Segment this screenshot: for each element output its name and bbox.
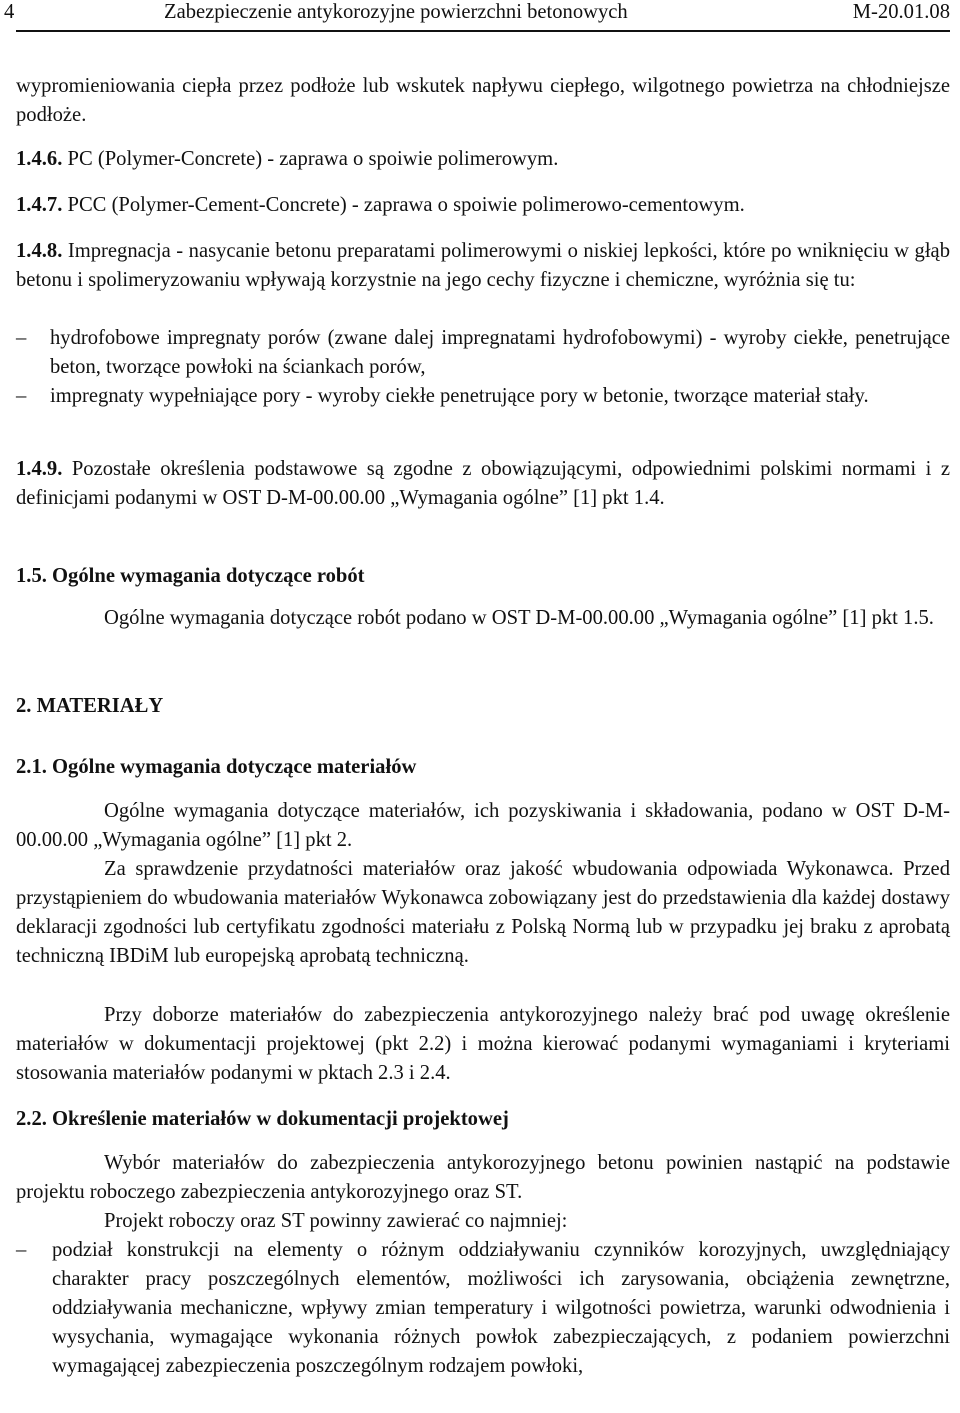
definition-1-4-6 [16, 145, 950, 174]
definition-1-4-8 [16, 237, 950, 295]
section-number: 1.4.9. [16, 458, 63, 480]
paragraph-2-1-c: Przy doborze materiałów do zabezpieczenia antykorozyjnego należy brać pod uwagę określenie materiałów w dokumentacji projektowej (pkt 2.2) i można kierować podanymi wymaganiami i kryteriami stosowania materiałów podanymi w pktach 2.3 i 2.4. [16, 1004, 950, 1084]
list-item-text: impregnaty wypełniające pory - wyroby ciekłe penetrujące pory w betonie, tworzące materiał stały. [50, 385, 869, 407]
page-header [4, 0, 950, 32]
header-code: M-20.01.08 [852, 1, 950, 23]
definition-text: PCC (Polymer-Cement-Concrete) - zaprawa o spoiwie polimerowo-cementowym. [62, 194, 745, 216]
definition-text: PC (Polymer-Concrete) - zaprawa o spoiwie polimerowym. [62, 148, 559, 170]
definition-1-4-7 [16, 191, 950, 220]
definition-1-4-9 [16, 455, 950, 513]
dash-bullet: – [16, 1239, 27, 1261]
heading-2: 2. MATERIAŁY [16, 695, 164, 717]
header-title: Zabezpieczenie antykorozyjne powierzchni betonowych [164, 1, 628, 23]
dash-bullet: – [16, 327, 27, 349]
paragraph-2-2-b: Projekt roboczy oraz ST powinny zawierać co najmniej: [104, 1210, 568, 1232]
section-number: 1.4.7. [16, 194, 63, 216]
paragraph-continuation: wypromieniowania ciepła przez podłoże lub wskutek napływu ciepłego, wilgotnego powietrza na chłodniejsze podłoże. [16, 75, 950, 126]
heading-2-1: 2.1. Ogólne wymagania dotyczące materiałów [16, 756, 417, 778]
definition-text: Impregnacja - nasycanie betonu preparatami polimerowymi o niskiej lepkości, które po wniknięciu w głąb betonu i spolimeryzowaniu wpływają korzystnie na jego cechy fizyczne i chemiczne, wyróżnia się tu: [16, 240, 950, 291]
paragraph-2-2-a: Wybór materiałów do zabezpieczenia antykorozyjnego betonu powinien nastąpić na podstawie projektu roboczego zabezpieczenia antykorozyjnego oraz ST. [16, 1152, 950, 1203]
heading-1-5: 1.5. Ogólne wymagania dotyczące robót [16, 565, 365, 587]
section-number: 1.4.6. [16, 148, 63, 170]
list-item-text: hydrofobowe impregnaty porów (zwane dalej impregnatami hydrofobowymi) - wyroby ciekłe, penetrujące beton, tworzące powłoki na ściankach porów, [50, 327, 950, 378]
definition-text: Pozostałe określenia podstawowe są zgodne z obowiązującymi, odpowiednimi polskimi normami i z definicjami podanymi w OST D-M-00.00.00 „Wymagania ogólne” [1] pkt 1.4. [16, 458, 950, 509]
paragraph-2-1-b: Za sprawdzenie przydatności materiałów oraz jakość wbudowania odpowiada Wykonawca. Przed przystąpieniem do wbudowania materiałów Wykonawca zobowiązany jest do przedstawienia dla każdej dostawy deklaracji zgodności lub certyfikatu zgodności materiału z Polską Normą lub w przypadku jej braku z aprobatą techniczną IBDiM lub europejską aprobatą techniczną. [16, 858, 950, 967]
page-number: 4 [4, 1, 15, 23]
list-item-text: podział konstrukcji na elementy o różnym oddziaływaniu czynników korozyjnych, uwzględniający charakter pracy poszczególnych elementów, możliwości ich zarysowania, obciążenia zewnętrzne, oddziaływania mechaniczne, wpływy zmian temperatury i wilgotności powietrza, warunki odwodnienia i wysychania, wymagające wykonania różnych powłok zabezpieczających, z podaniem powierzchni wymagającej zabezpieczenia poszczególnym rodzajem powłoki, [52, 1239, 950, 1377]
dash-bullet: – [16, 385, 27, 407]
paragraph-1-5: Ogólne wymagania dotyczące robót podano w OST D-M-00.00.00 „Wymagania ogólne” [1] pkt 1.5. [104, 607, 934, 629]
section-number: 1.4.8. [16, 240, 63, 262]
heading-2-2: 2.2. Określenie materiałów w dokumentacji projektowej [16, 1108, 509, 1130]
paragraph-2-1-a: Ogólne wymagania dotyczące materiałów, ich pozyskiwania i składowania, podano w OST D-M-00.00.00 „Wymagania ogólne” [1] pkt 2. [16, 800, 950, 851]
